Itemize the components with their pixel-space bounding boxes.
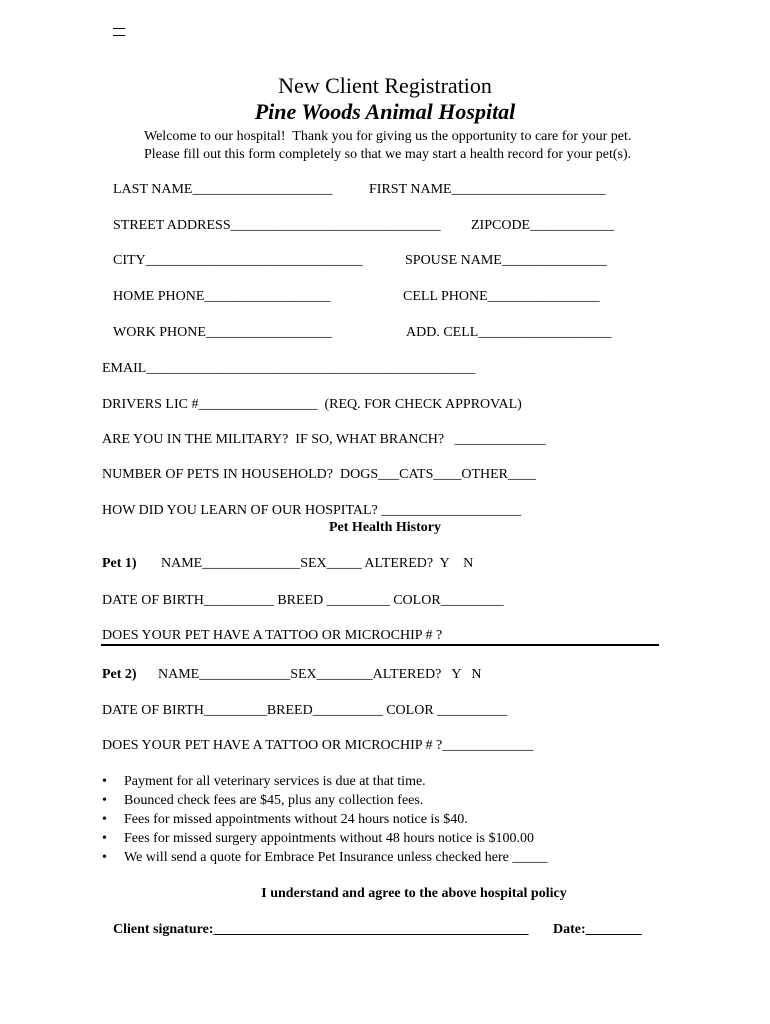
- pet-health-history-heading: Pet Health History: [329, 520, 441, 535]
- policy-item: • Fees for missed appointments without 24 hours notice is $40.: [100, 810, 547, 829]
- drivers-license-field[interactable]: DRIVERS LIC #_________________ (REQ. FOR CHECK APPROVAL): [102, 397, 522, 412]
- policy-item: • Fees for missed surgery appointments without 48 hours notice is $100.00: [100, 829, 547, 848]
- pet1-microchip-underline: [101, 644, 659, 646]
- policy-item[interactable]: • We will send a quote for Embrace Pet Insurance unless checked here _____: [100, 848, 547, 867]
- pet1-microchip-field[interactable]: DOES YOUR PET HAVE A TATTOO OR MICROCHIP # ?: [102, 628, 443, 643]
- form-title: New Client Registration: [278, 73, 492, 98]
- pet2-microchip-field[interactable]: DOES YOUR PET HAVE A TATTOO OR MICROCHIP # ?_____________: [102, 738, 534, 753]
- last-name-field[interactable]: LAST NAME____________________: [113, 182, 333, 197]
- city-field[interactable]: CITY_______________________________: [113, 253, 363, 268]
- add-cell-field[interactable]: ADD. CELL___________________: [406, 325, 612, 340]
- cell-phone-field[interactable]: CELL PHONE________________: [403, 289, 600, 304]
- hamburger-icon[interactable]: [113, 28, 125, 36]
- signature-date-field[interactable]: Date:________: [553, 922, 642, 937]
- policy-item: • Bounced check fees are $45, plus any collection fees.: [100, 791, 547, 810]
- military-field[interactable]: ARE YOU IN THE MILITARY? IF SO, WHAT BRANCH? _____________: [102, 432, 546, 447]
- pets-count-field[interactable]: NUMBER OF PETS IN HOUSEHOLD? DOGS___CATS____OTHER____: [102, 467, 537, 482]
- pet1-label: Pet 1): [102, 556, 137, 571]
- client-signature-field[interactable]: Client signature:_____________________________________________: [113, 922, 529, 937]
- street-address-field[interactable]: STREET ADDRESS______________________________: [113, 218, 441, 233]
- home-phone-field[interactable]: HOME PHONE__________________: [113, 289, 331, 304]
- pet2-name-sex-altered-field[interactable]: NAME_____________SEX________ALTERED? Y N: [158, 667, 482, 682]
- pet2-label: Pet 2): [102, 667, 137, 682]
- hospital-name: Pine Woods Animal Hospital: [254, 99, 516, 124]
- welcome-line-2: Please fill out this form completely so that we may start a health record for your pet(s).: [144, 147, 632, 162]
- pet1-dob-breed-color-field[interactable]: DATE OF BIRTH__________ BREED _________ COLOR_________: [102, 593, 504, 608]
- work-phone-field[interactable]: WORK PHONE__________________: [113, 325, 332, 340]
- spouse-name-field[interactable]: SPOUSE NAME_______________: [405, 253, 607, 268]
- referral-field[interactable]: HOW DID YOU LEARN OF OUR HOSPITAL? ____________________: [102, 503, 522, 518]
- welcome-line-1: Welcome to our hospital! Thank you for giving us the opportunity to care for your pet.: [144, 129, 632, 144]
- pet1-name-sex-altered-field[interactable]: NAME______________SEX_____ ALTERED? Y N: [161, 556, 474, 571]
- policy-agreement: I understand and agree to the above hospital policy: [261, 886, 567, 901]
- policy-item: • Payment for all veterinary services is due at that time.: [100, 772, 547, 791]
- policy-list: [100, 772, 547, 867]
- zipcode-field[interactable]: ZIPCODE____________: [471, 218, 615, 233]
- email-field[interactable]: EMAIL_______________________________________________: [102, 361, 476, 376]
- first-name-field[interactable]: FIRST NAME______________________: [369, 182, 606, 197]
- pet2-dob-breed-color-field[interactable]: DATE OF BIRTH_________BREED__________ COLOR __________: [102, 703, 508, 718]
